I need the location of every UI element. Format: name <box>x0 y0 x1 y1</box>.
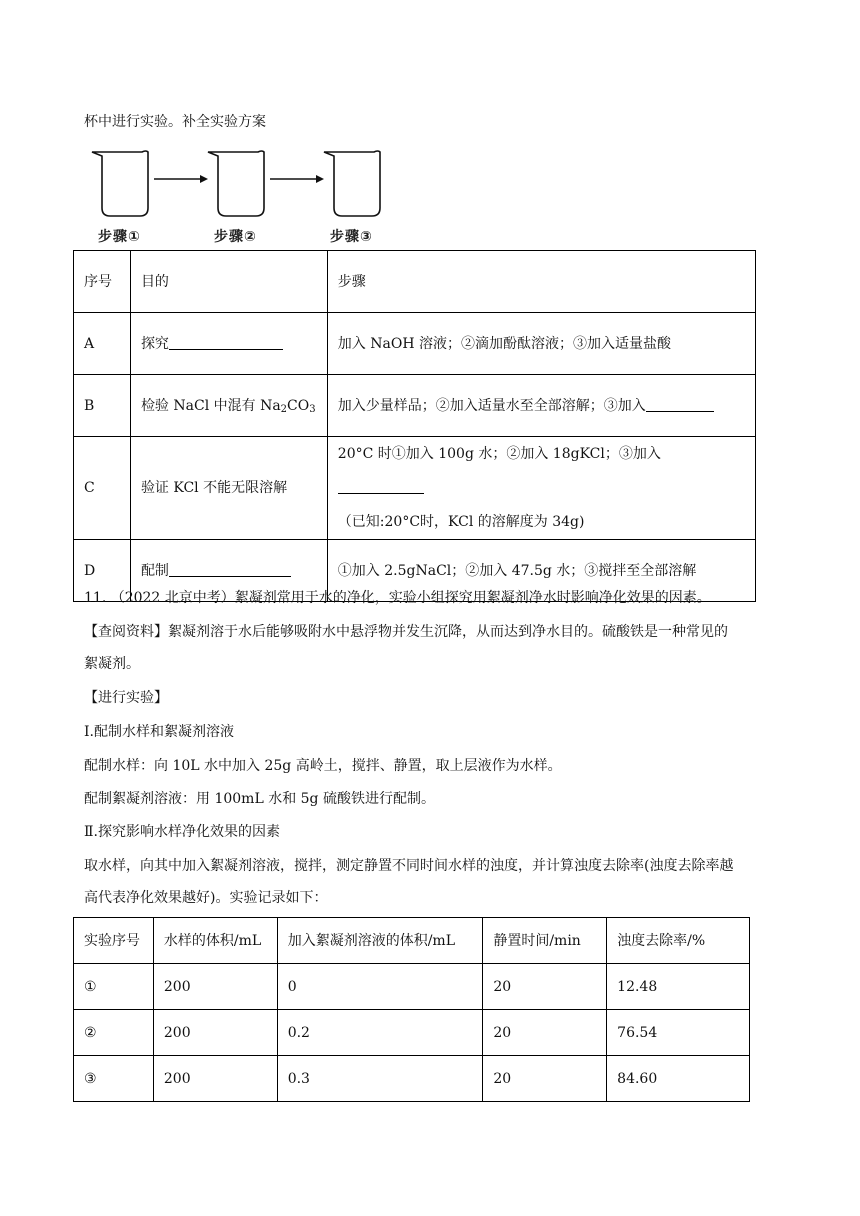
steps-text: 加入少量样品；②加入适量水至全部溶解；③加入 <box>337 397 646 414</box>
table-row <box>74 1056 750 1102</box>
subscript: 2 <box>280 403 288 415</box>
experiment-heading: 【进行实验】 <box>84 690 168 706</box>
question-11-title: 11. （2022 北京中考）絮凝剂常用于水的净化，实验小组探究用絮凝剂净水时影响净化效果的因素。 <box>84 590 711 606</box>
table-header-row <box>74 251 756 313</box>
beaker-3 <box>324 151 380 216</box>
table-cell: 76.54 <box>607 1010 750 1056</box>
header-cell: 静置时间/min <box>483 918 607 964</box>
header-cell: 序号 <box>74 251 131 313</box>
part1-heading: Ⅰ.配制水样和絮凝剂溶液 <box>84 724 234 740</box>
info-line-2: 絮凝剂。 <box>84 656 140 672</box>
purpose-text: CO <box>287 397 310 414</box>
table-cell: ③ <box>74 1056 154 1102</box>
table-cell: 0.3 <box>277 1056 483 1102</box>
table-header-row <box>74 918 750 964</box>
header-cell: 浊度去除率/% <box>607 918 750 964</box>
step-label-1: 步骤① <box>98 229 141 245</box>
table-cell: 200 <box>153 964 277 1010</box>
part2-heading: Ⅱ.探究影响水样净化效果的因素 <box>84 824 280 840</box>
table-row <box>74 313 756 375</box>
table-row <box>74 1010 750 1056</box>
steps-text: 20°C 时①加入 100g 水；②加入 18gKCl；③加入 <box>337 446 661 462</box>
row-purpose <box>130 375 327 437</box>
step-label-2: 步骤② <box>214 229 257 245</box>
header-cell: 水样的体积/mL <box>153 918 277 964</box>
arrowhead-2 <box>316 175 324 183</box>
part1-line-2: 配制絮凝剂溶液：用 100mL 水和 5g 硫酸铁进行配制。 <box>84 791 435 807</box>
table-cell: 200 <box>153 1056 277 1102</box>
row-steps <box>327 375 755 437</box>
table-cell: 84.60 <box>607 1056 750 1102</box>
row-id: D <box>74 540 131 602</box>
row-id: B <box>74 375 131 437</box>
row-steps: 加入 NaOH 溶液；②滴加酚酞溶液；③加入适量盐酸 <box>327 313 755 375</box>
row-steps <box>327 437 755 540</box>
table-cell: ② <box>74 1010 154 1056</box>
header-cell: 实验序号 <box>74 918 154 964</box>
row-purpose: 验证 KCl 不能无限溶解 <box>130 437 327 540</box>
row-id: A <box>74 313 131 375</box>
beaker-diagram <box>88 146 418 250</box>
table-cell: 200 <box>153 1010 277 1056</box>
table-cell: 12.48 <box>607 964 750 1010</box>
table-cell: 20 <box>483 1056 607 1102</box>
fill-blank <box>169 562 291 577</box>
table-cell: 0 <box>277 964 483 1010</box>
subscript: 3 <box>309 403 316 415</box>
row-steps: ①加入 2.5gNaCl；②加入 47.5g 水；③搅拌至全部溶解 <box>327 540 755 602</box>
step-label-3: 步骤③ <box>330 229 373 245</box>
beaker-2 <box>208 151 264 216</box>
row-purpose <box>130 313 327 375</box>
fill-blank <box>169 335 283 350</box>
arrowhead-1 <box>200 175 208 183</box>
beaker-steps-illustration <box>88 146 418 226</box>
table-cell: 20 <box>483 1010 607 1056</box>
experiment-record-table <box>73 917 750 1102</box>
part2-line-1: 取水样，向其中加入絮凝剂溶液，搅拌，测定静置不同时间水样的浊度，并计算浊度去除率(浊度去除率越 <box>84 858 734 874</box>
steps-line <box>338 437 745 505</box>
part2-line-2: 高代表净化效果越好)。实验记录如下： <box>84 890 328 906</box>
table-row <box>74 375 756 437</box>
experiment-plan-table <box>73 250 756 602</box>
info-line-1: 【查阅资料】絮凝剂溶于水后能够吸附水中悬浮物并发生沉降，从而达到净水目的。硫酸铁是一种常见的 <box>84 624 728 640</box>
table-cell: 20 <box>483 964 607 1010</box>
row-id: C <box>74 437 131 540</box>
table-row <box>74 964 750 1010</box>
purpose-text: 配制 <box>140 562 169 579</box>
header-cell: 步骤 <box>327 251 755 313</box>
table-row <box>74 437 756 540</box>
intro-text: 杯中进行实验。补全实验方案 <box>84 114 266 130</box>
table-cell: 0.2 <box>277 1010 483 1056</box>
fill-blank <box>646 397 714 412</box>
purpose-text: 探究 <box>140 335 169 352</box>
purpose-text: 检验 NaCl 中混有 Na <box>140 397 281 414</box>
fill-blank <box>338 479 424 494</box>
header-cell: 加入絮凝剂溶液的体积/mL <box>277 918 483 964</box>
header-cell: 目的 <box>130 251 327 313</box>
beaker-1 <box>92 151 148 216</box>
part1-line-1: 配制水样：向 10L 水中加入 25g 高岭土，搅拌、静置，取上层液作为水样。 <box>84 758 562 774</box>
table-cell: ① <box>74 964 154 1010</box>
steps-note: （已知:20°C时，KCl 的溶解度为 34g) <box>337 514 585 530</box>
